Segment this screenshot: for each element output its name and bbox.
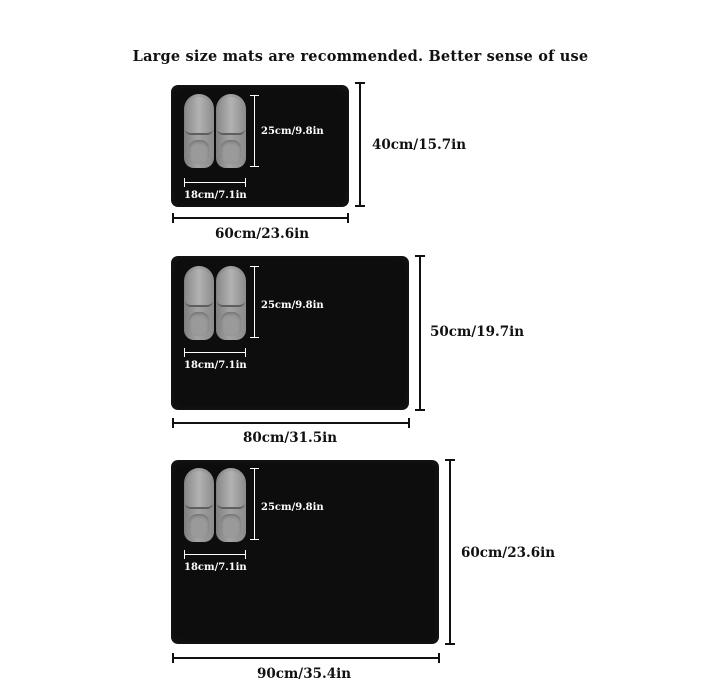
mat-height-dimension [359,82,361,207]
slipper-length-line [254,468,255,540]
mat-width-label: 90cm/35.4in [257,666,352,682]
slipper-length-label: 25cm/9.8in [261,300,324,311]
mat-width-dimension [172,422,410,424]
slipper-length-line [254,266,255,338]
mat-width-dimension [172,217,349,219]
headline: Large size mats are recommended. Better sense of use [132,48,589,65]
slipper-length-line [254,95,255,167]
slipper-length-label: 25cm/9.8in [261,126,324,137]
slipper-width-label: 18cm/7.1in [184,190,247,201]
mat-width-label: 60cm/23.6in [215,226,310,242]
mat-height-label: 60cm/23.6in [461,545,556,561]
mat-width-dimension [172,657,440,659]
mat-height-dimension [449,459,451,645]
mat-height-label: 50cm/19.7in [430,324,525,340]
mat-height-dimension [419,255,421,411]
slipper-width-line [184,182,246,183]
slipper-width-label: 18cm/7.1in [184,360,247,371]
slipper-width-label: 18cm/7.1in [184,562,247,573]
mat-height-label: 40cm/15.7in [372,137,467,153]
slipper-length-label: 25cm/9.8in [261,502,324,513]
slippers-icon [184,468,246,542]
slippers-icon [184,94,246,168]
slippers-icon [184,266,246,340]
mat-width-label: 80cm/31.5in [243,430,338,446]
slipper-width-line [184,554,246,555]
slipper-width-line [184,352,246,353]
